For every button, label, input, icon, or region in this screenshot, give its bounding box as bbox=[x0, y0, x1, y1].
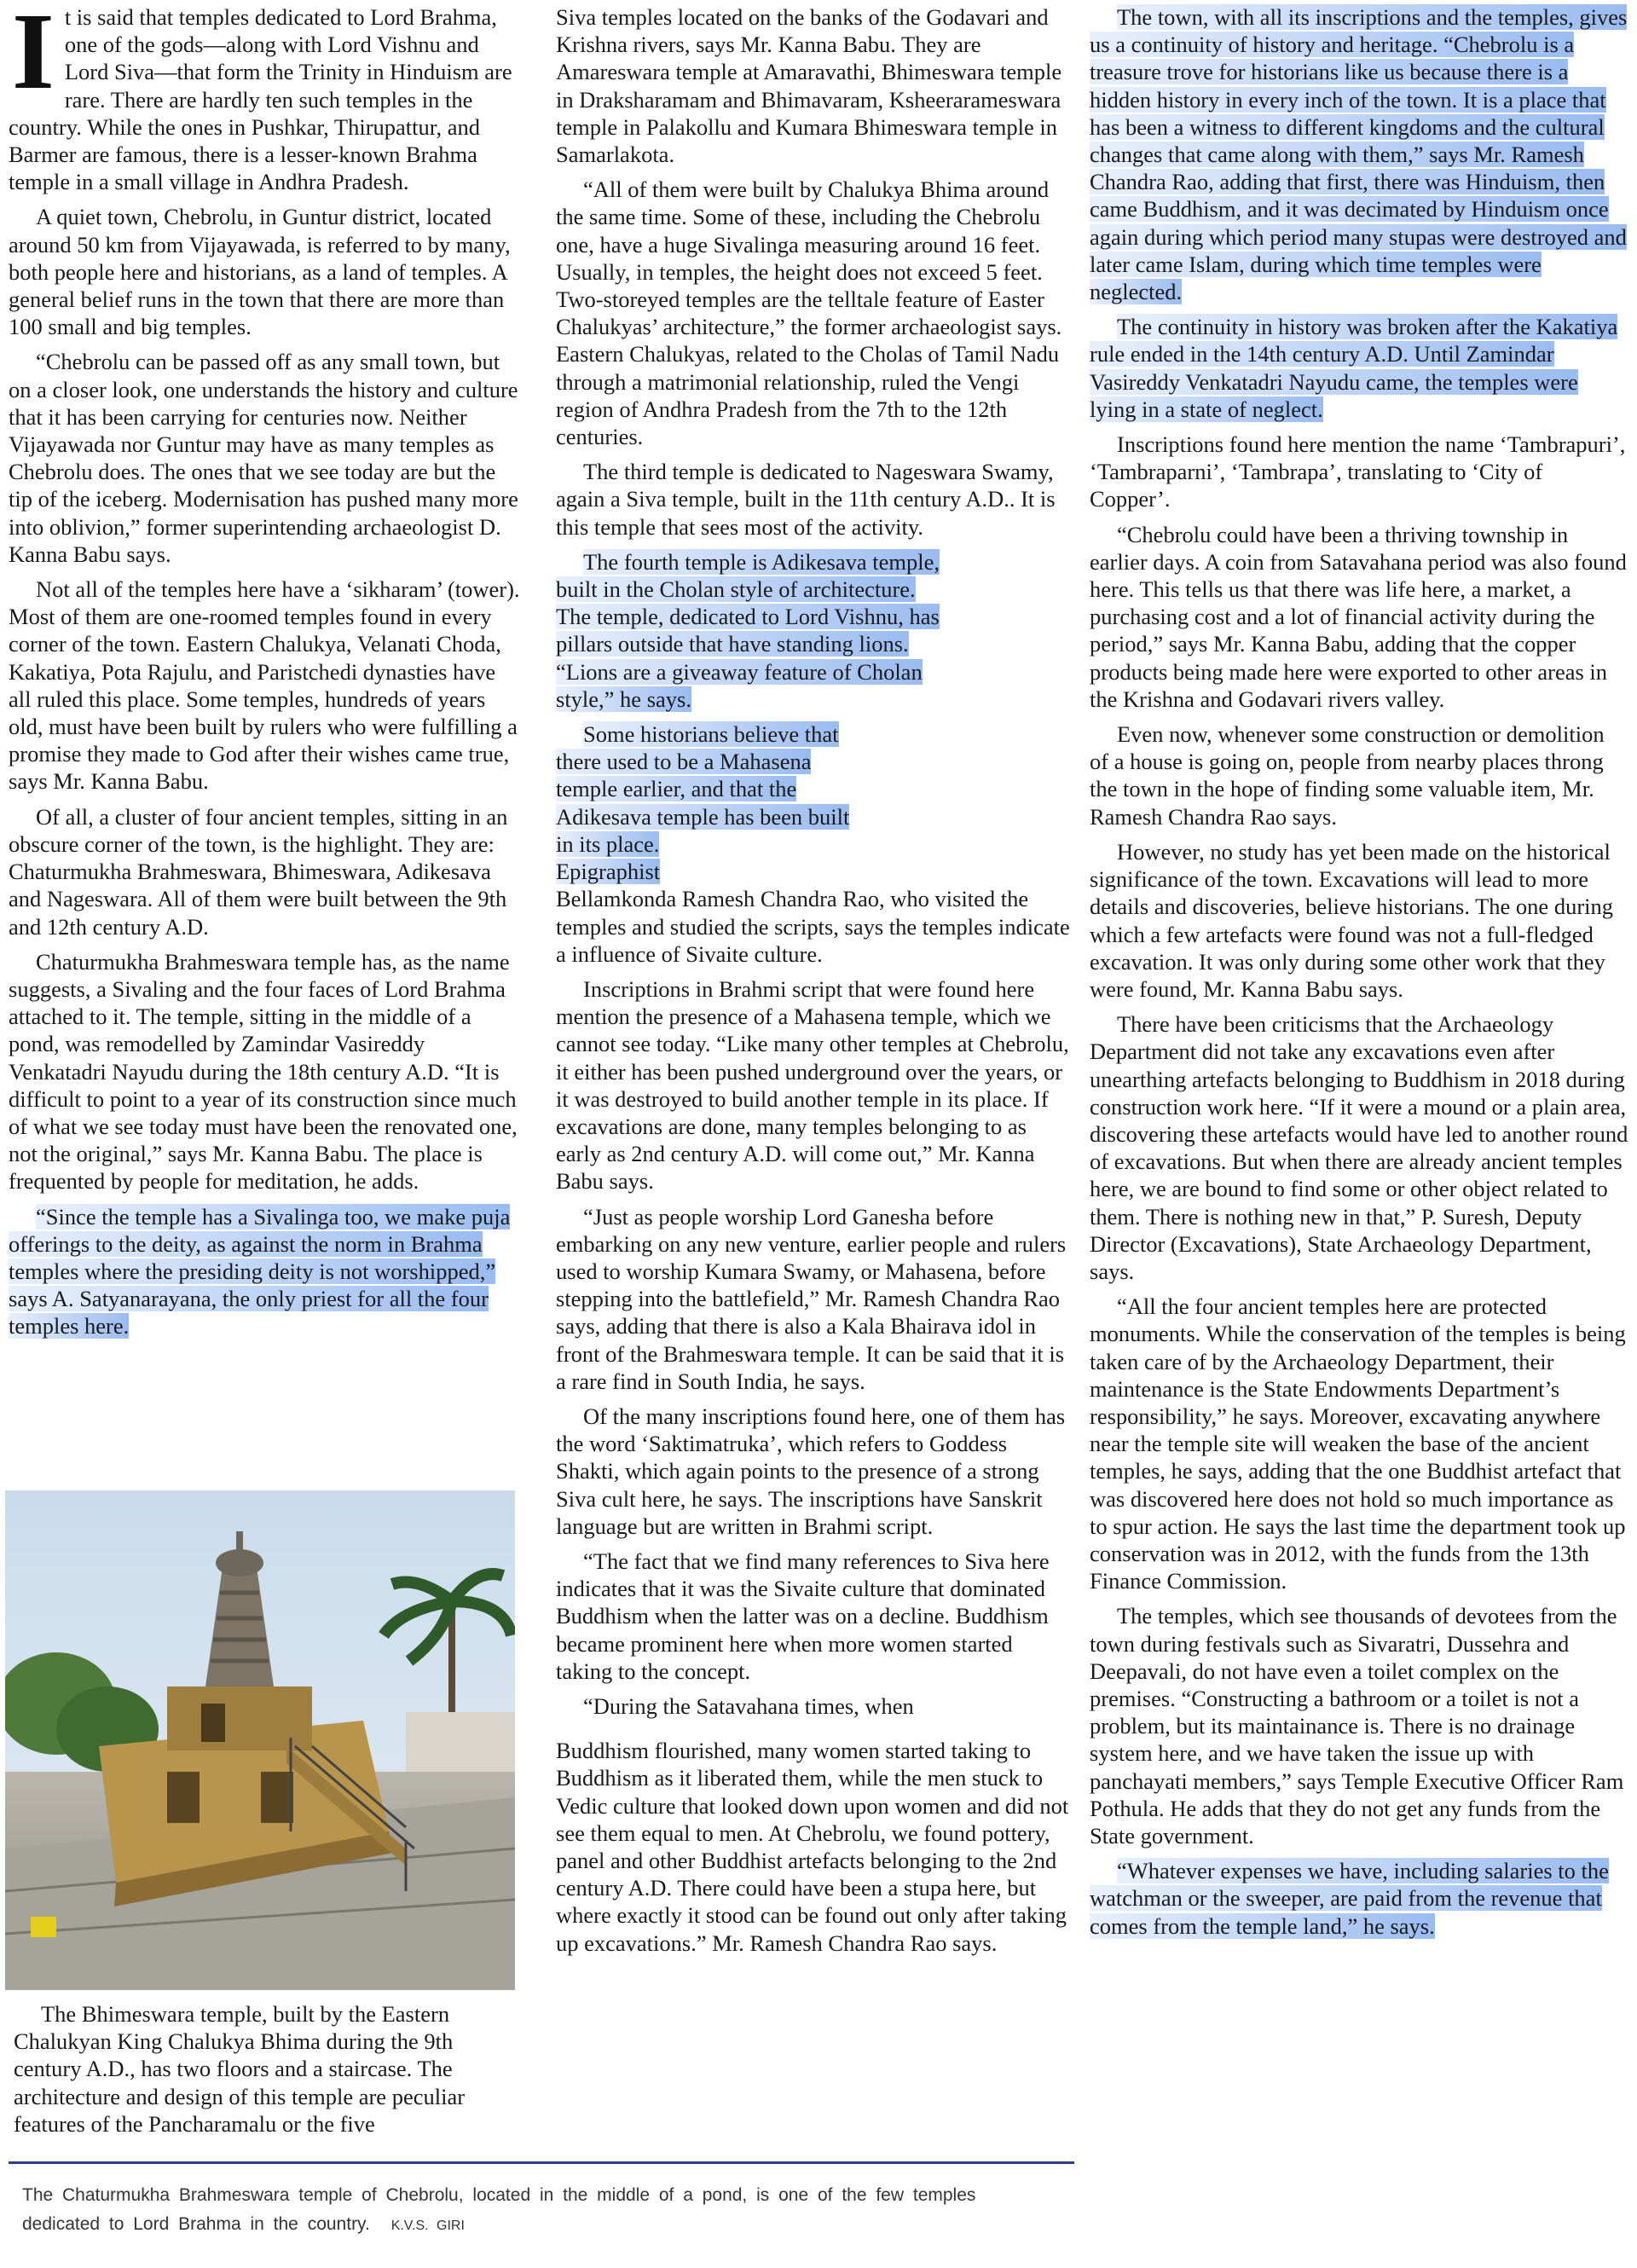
highlighted-text: Epigraphist bbox=[556, 859, 661, 885]
article-column-1 bbox=[9, 0, 520, 1348]
paragraph-highlighted bbox=[556, 548, 948, 713]
paragraph: The temples, which see thousands of devotees from the town during festivals such as Sivaratri, Dussehra and Deepavali, do not have even a toilet complex on the premises. “Constructing a bathroom or a toilet is not a problem, but its maintainance is. There is no drainage system here, and we have taken the issue up with panchayati members,” says Temple Executive Officer Ram Pothula. He adds that they do not get any funds from the State government. bbox=[1090, 1603, 1624, 1849]
highlighted-text: The fourth temple is Adikesava temple, built in the Cholan style of architecture. The temple, dedicated to Lord Vishnu, has pillars outside that have standing lions. “Lions are a giveaway feature of Cholan style,” he says. bbox=[556, 548, 940, 712]
article-column-3 bbox=[1090, 3, 1628, 1947]
paragraph: Of the many inscriptions found here, one of them has the word ‘Saktimatruka’, which refers to Goddess Shakti, which again points to the presence of a strong Siva cult here, he says. The inscriptions have Sanskrit language but are written in Brahmi script. bbox=[556, 1403, 1066, 1539]
paragraph: “Chebrolu could have been a thriving township in earlier days. A coin from Satavahana period was also found here. This tells us that there was life here, a market, a purchasing cost and a lot of financial activity during the period,” says Mr. Kanna Babu, adding that the copper products being made here were exported to other areas in the Krishna and Godavari rivers valley. bbox=[1090, 521, 1627, 712]
paragraph: “All the four ancient temples here are protected monuments. While the conservation of the temples is being taken care of by the Archaeology Department, their maintenance is the State Endowments Department’s responsibility,” he says. Moreover, excavating anywhere near the temple site will weaken the base of the ancient temples, he says, adding that the one Buddhist artefact that was discovered here does not hold so much importance as to spur action. He says the last time the department took up conservation was in 2012, with the funds from the 13th Finance Commission. bbox=[1090, 1293, 1626, 1594]
caption-paragraph: The Bhimeswara temple, built by the Eastern Chalukyan King Chalukya Bhima during the 9th century A.D., has two floors and a staircase. The architecture and design of this temple are peculiar features of the Pancharamalu or the five bbox=[14, 2001, 466, 2137]
highlighted-text: Some historians believe that there used to be a Mahasena temple earlier, and that the Adikesava temple has been built in its place. bbox=[556, 721, 850, 857]
paragraph: Chaturmukha Brahmeswara temple has, as the name suggests, a Sivaling and the four faces of Lord Brahma attached to it. The temple, sitting in the middle of a pond, was remodelled by Zamindar Vasireddy Venkatadri Nayudu during the 18th century A.D. “It is difficult to point to a year of its construction since much of what we see today must have been the renovated one, not the original,” says Mr. Kanna Babu. The place is frequented by people for meditation, he adds. bbox=[9, 948, 518, 1195]
paragraph-highlighted bbox=[9, 1203, 520, 1340]
paragraph: Inscriptions in Brahmi script that were found here mention the presence of a Mahasena temple, which we cannot see today. “Like many other temples at Chebrolu, it either has been pushed underground over the years, or it was destroyed to build another temple in its place. If excavations are done, many temples belonging to as early as 2nd century A.D. will come out,” Mr. Kanna Babu says. bbox=[556, 975, 1069, 1195]
paragraph-highlighted bbox=[556, 720, 871, 858]
highlighted-text: The continuity in history was broken after the Kakatiya rule ended in the 14th century A.D. Until Zamindar Vasireddy Venkatadri Nayudu came, the temples were lying in a state of neglect. bbox=[1090, 314, 1618, 422]
paragraph: Of all, a cluster of four ancient temples, sitting in an obscure corner of the town, is the highlight. They are: Chaturmukha Brahmeswara, Bhimeswara, Adikesava and Nageswara. All of them were built between the 9th and 12th century A.D. bbox=[9, 803, 508, 940]
photo-side-caption bbox=[14, 2000, 517, 2138]
paragraph-highlighted bbox=[1090, 1857, 1628, 1940]
temple-photo bbox=[5, 1490, 515, 1990]
highlighted-text: “Since the temple has a Sivalinga too, we make puja offerings to the deity, as against the norm in Brahma temples where the presiding deity is not worshipped,” says A. Satyanarayana, the only priest for all the four temples here. bbox=[9, 1203, 511, 1339]
paragraph: A quiet town, Chebrolu, in Guntur district, located around 50 km from Vijayawada, is referred to by many, both people here and historians, as a land of temples. A general belief runs in the town that there are more than 100 small and big temples. bbox=[9, 204, 511, 340]
paragraph: Not all of the temples here have a ‘sikharam’ (tower). Most of them are one-roomed temples found in every corner of the town. Eastern Chalukya, Velanati Choda, Kakatiya, Pota Rajulu, and Paristchedi dynasties have all ruled this place. Some temples, hundreds of years old, must have been built by rulers who were fulfilling a promise they made to God after their wishes came true, says Mr. Kanna Babu. bbox=[9, 576, 520, 795]
paragraph: “Just as people worship Lord Ganesha before embarking on any new venture, earlier people and rulers used to worship Kumara Swamy, or Mahasena, before stepping into the battlefield,” Mr. Ramesh Chandra Rao says, adding that there is also a Kala Bhairava idol in front of the Brahmeswara temple. It can be said that it is a rare find in South India, he says. bbox=[556, 1203, 1067, 1394]
paragraph: However, no study has yet been made on the historical significance of the town. Excavations will lead to more details and discoveries, believe historians. The one during which a few artefacts were found was not a full-fledged excavation. It was only during some other work that they were found, Mr. Kanna Babu says. bbox=[1090, 838, 1614, 1002]
paragraph-highlighted bbox=[1090, 3, 1628, 305]
paragraph-highlighted bbox=[1090, 313, 1628, 423]
paragraph-text: t is said that temples dedicated to Lord Brahma, one of the gods—along with Lord Vishnu and Lord Siva—that form the Trinity in Hinduism are rare. There are hardly ten such temples in the country. While the ones in Pushkar, Thirupattur, and Barmer are famous, there is a lesser-known Brahma temple in a small village in Andhra Pradesh. bbox=[9, 4, 512, 195]
highlighted-text: “Whatever expenses we have, including salaries to the watchman or the sweeper, are paid from the revenue that comes from the temple land,” he says. bbox=[1090, 1858, 1609, 1939]
drop-cap: I bbox=[12, 0, 55, 112]
paragraph: Siva temples located on the banks of the Godavari and Krishna rivers, says Mr. Kanna Babu. They are Amareswara temple at Amaravathi, Bhimeswara temple in Draksharamam and Bhimavaram, Ksheerarameswara temple in Palakollu and Kumara Bhimeswara temple in Samarlakota. bbox=[556, 4, 1062, 168]
paragraph: The third temple is dedicated to Nageswara Swamy, again a Siva temple, built in the 11th century A.D.. It is this temple that sees most of the activity. bbox=[556, 459, 1056, 540]
paragraph: “Chebrolu can be passed off as any small town, but on a closer look, one understands the history and culture that it has been carrying for centuries now. Neither Vijayawada nor Guntur may have as many temples as Chebrolu does. The ones that we see today are but the tip of the iceberg. Modernisation has pushed many more into oblivion,” former superintending archaeologist D. Kanna Babu says. bbox=[9, 349, 518, 567]
paragraph bbox=[9, 0, 520, 195]
paragraph: Even now, whenever some construction or demolition of a house is going on, people from nearby places throng the town in the hope of finding some valuable item, Mr. Ramesh Chandra Rao says. bbox=[1090, 721, 1605, 830]
photo-caption bbox=[22, 2181, 1062, 2241]
caption-divider bbox=[9, 2161, 1074, 2164]
paragraph: Bellamkonda Ramesh Chandra Rao, who visited the temples and studied the scripts, says the temples indicate a influence of Sivaite culture. bbox=[556, 886, 1070, 967]
paragraph: Buddhism flourished, many women started taking to Buddhism as it liberated them, while the men stuck to Vedic culture that looked down upon women and did not see them equal to men. At Chebrolu, we found pottery, panel and other Buddhist artefacts belonging to the 2nd century A.D. There could have been a stupa here, but where exactly it stood can be found out only after taking up excavations.” Mr. Ramesh Chandra Rao says. bbox=[556, 1738, 1069, 1956]
paragraph: “All of them were built by Chalukya Bhima around the same time. Some of these, including the Chebrolu one, have a huge Sivalinga measuring around 16 feet. Usually, in temples, the height does not exceed 5 feet. Two-storeyed temples are the telltale feature of Easter Chalukyas’ architecture,” the former archaeologist says. Eastern Chalukyas, related to the Cholas of Tamil Nadu through a matrimonial relationship, ruled the Vengi region of Andhra Pradesh from the 7th to the 12th centuries. bbox=[556, 176, 1062, 450]
paragraph: “The fact that we find many references to Siva here indicates that it was the Sivaite culture that dominated Buddhism when the latter was on a decline. Buddhism became prominent here when more women started taking to the concept. bbox=[556, 1548, 1050, 1684]
paragraph-highlighted bbox=[556, 858, 1073, 885]
highlighted-text: The town, with all its inscriptions and the temples, gives us a continuity of history and heritage. “Chebrolu is a treasure trove for historians like us because there is a hidden history in every inch of the town. It is a place that has been a witness to different kingdoms and the cultural changes that came along with them,” says Mr. Ramesh Chandra Rao, adding that first, there was Hinduism, then came Buddhism, and it was decimated by Hinduism once again during which period many stupas were destroyed and later came Islam, during which time temples were neglected. bbox=[1090, 4, 1628, 305]
paragraph: “During the Satavahana times, when bbox=[583, 1692, 914, 1719]
caption-text: The Chaturmukha Brahmeswara temple of Chebrolu, located in the middle of a pond, is one of the few temples dedicated to Lord Brahma in the country. bbox=[22, 2185, 976, 2234]
paragraph: There have been criticisms that the Archaeology Department did not take any excavations even after unearthing artefacts belonging to Buddhism in 2018 during construction work here. “If it were a mound or a plain area, discovering these artefacts would have led to another round of excavations. But when there are already ancient temples here, we are bound to find some or other object related to them. There is nothing new in that,” P. Suresh, Deputy Director (Excavations), State Archaeology Department, says. bbox=[1090, 1011, 1628, 1284]
photo-credit: K.V.S. GIRI bbox=[390, 2219, 465, 2233]
paragraph: Inscriptions found here mention the name ‘Tambrapuri’, ‘Tambraparni’, ‘Tambrapa’, translating to ‘City of Copper’. bbox=[1090, 431, 1626, 512]
article-column-2 bbox=[556, 3, 1073, 1964]
